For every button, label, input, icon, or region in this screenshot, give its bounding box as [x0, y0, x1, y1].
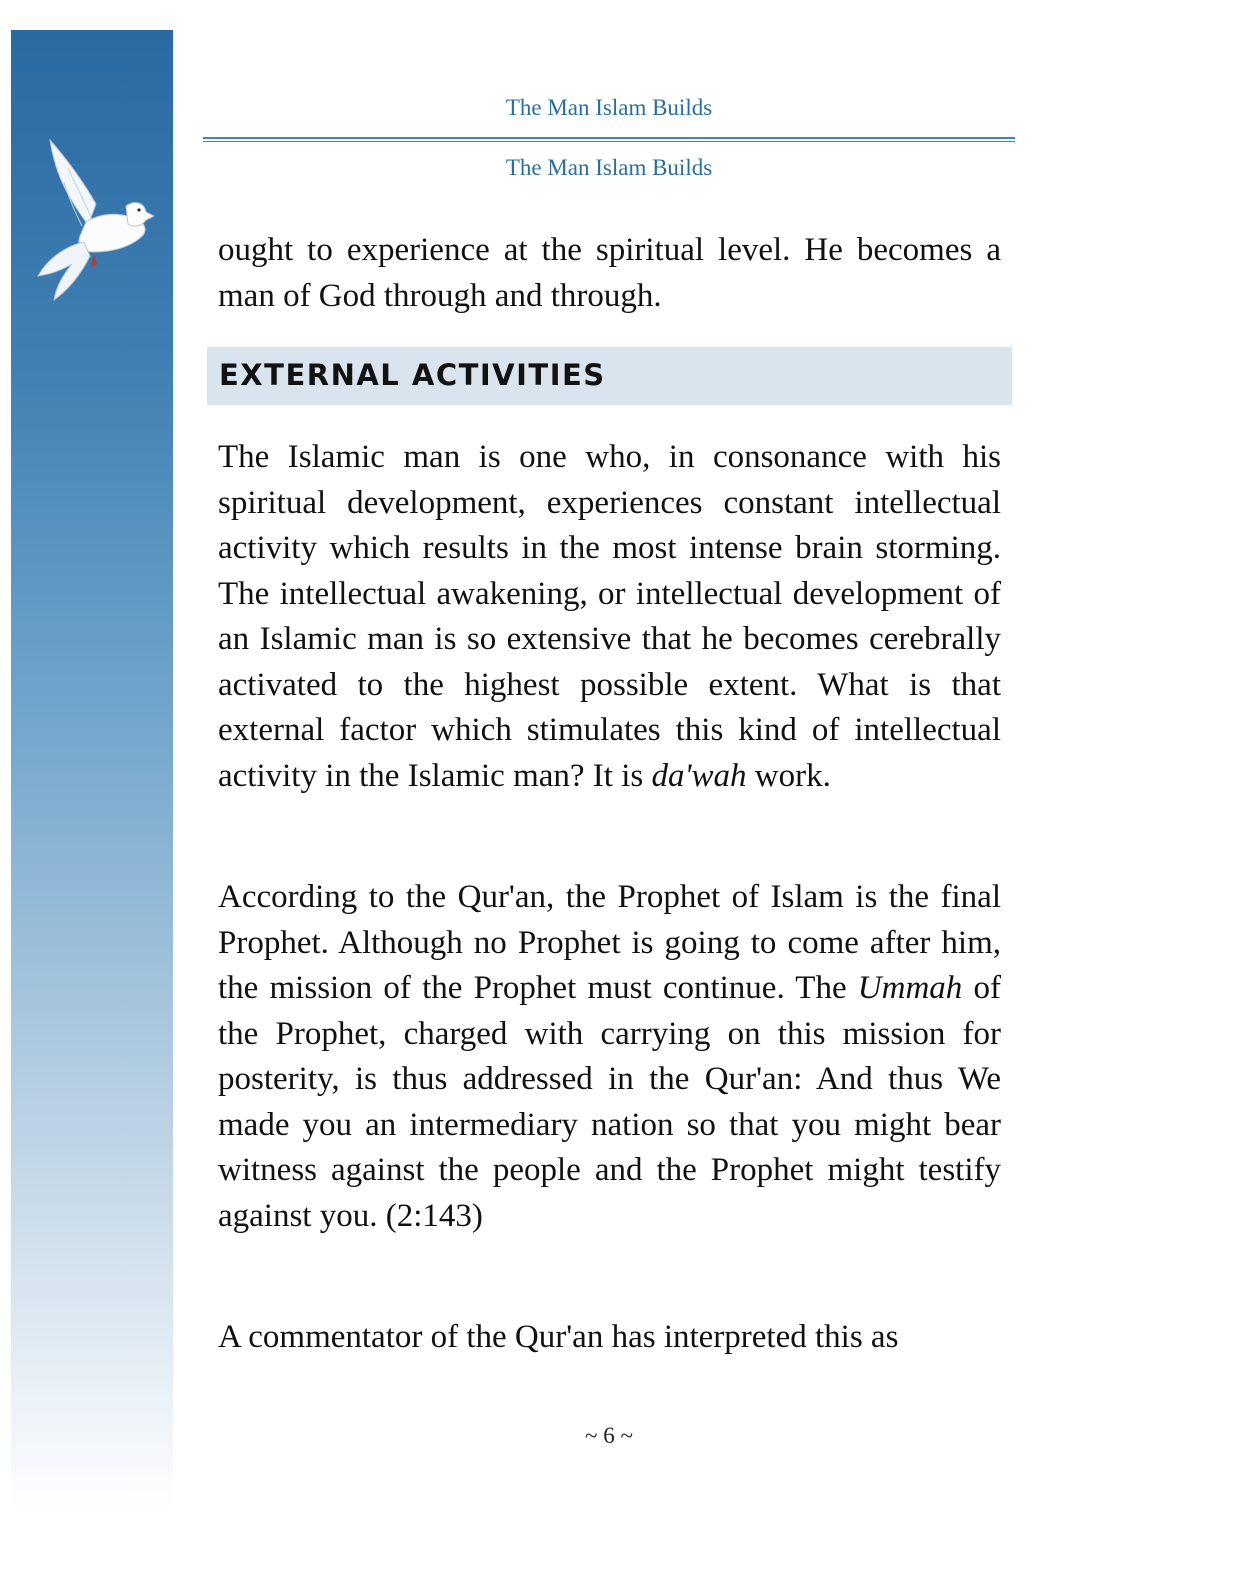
- paragraph-continuation: [218, 228, 1001, 319]
- italic-term: Ummah: [857, 970, 963, 1006]
- italic-term: da'wah: [651, 757, 747, 794]
- running-head-top: The Man Islam Builds: [505, 95, 713, 120]
- paragraph-text: A commentator of the Qur'an has interpreted this as: [218, 1319, 899, 1355]
- paragraph-islamic-man: [218, 435, 1001, 799]
- paragraph-text: work.: [746, 757, 831, 794]
- running-head-bottom: The Man Islam Builds: [505, 155, 713, 180]
- section-heading: EXTERNAL ACTIVITIES: [207, 347, 1012, 405]
- paragraph-text: The Islamic man is one who, in consonance with his spiritual development, experiences constant intellectual activity which results in the most intense brain storming. The intellectual awakening, or intellectual development of an Islamic man is so extensive that he becomes cerebrally activated to the highest possible extent. What is that external factor which stimulates this kind of intellectual activity in the Islamic man? It is: [218, 439, 1001, 794]
- page-number: ~ 6 ~: [585, 1423, 633, 1448]
- paragraph-text: ought to experience at the spiritual level. He becomes a man of God through and through.: [218, 232, 1001, 314]
- paragraph-commentator: [218, 1315, 1001, 1361]
- paragraph-final-prophet: [218, 875, 1001, 1239]
- white-dove-icon: [30, 130, 155, 305]
- paragraph-text: According to the Qur'an, the Prophet of Islam is the final Prophet. Although no Prophet is going to come after him, the mission of the Prophet must continue. The: [218, 879, 1001, 1006]
- header-double-rule: [203, 137, 1015, 142]
- paragraph-text: of the Prophet, charged with carrying on this mission for posterity, is thus addressed in the Qur'an: And thus We made you an intermediary nation so that you might bear witness against the people and the Prophet might testify against you. (2:143): [218, 970, 1001, 1234]
